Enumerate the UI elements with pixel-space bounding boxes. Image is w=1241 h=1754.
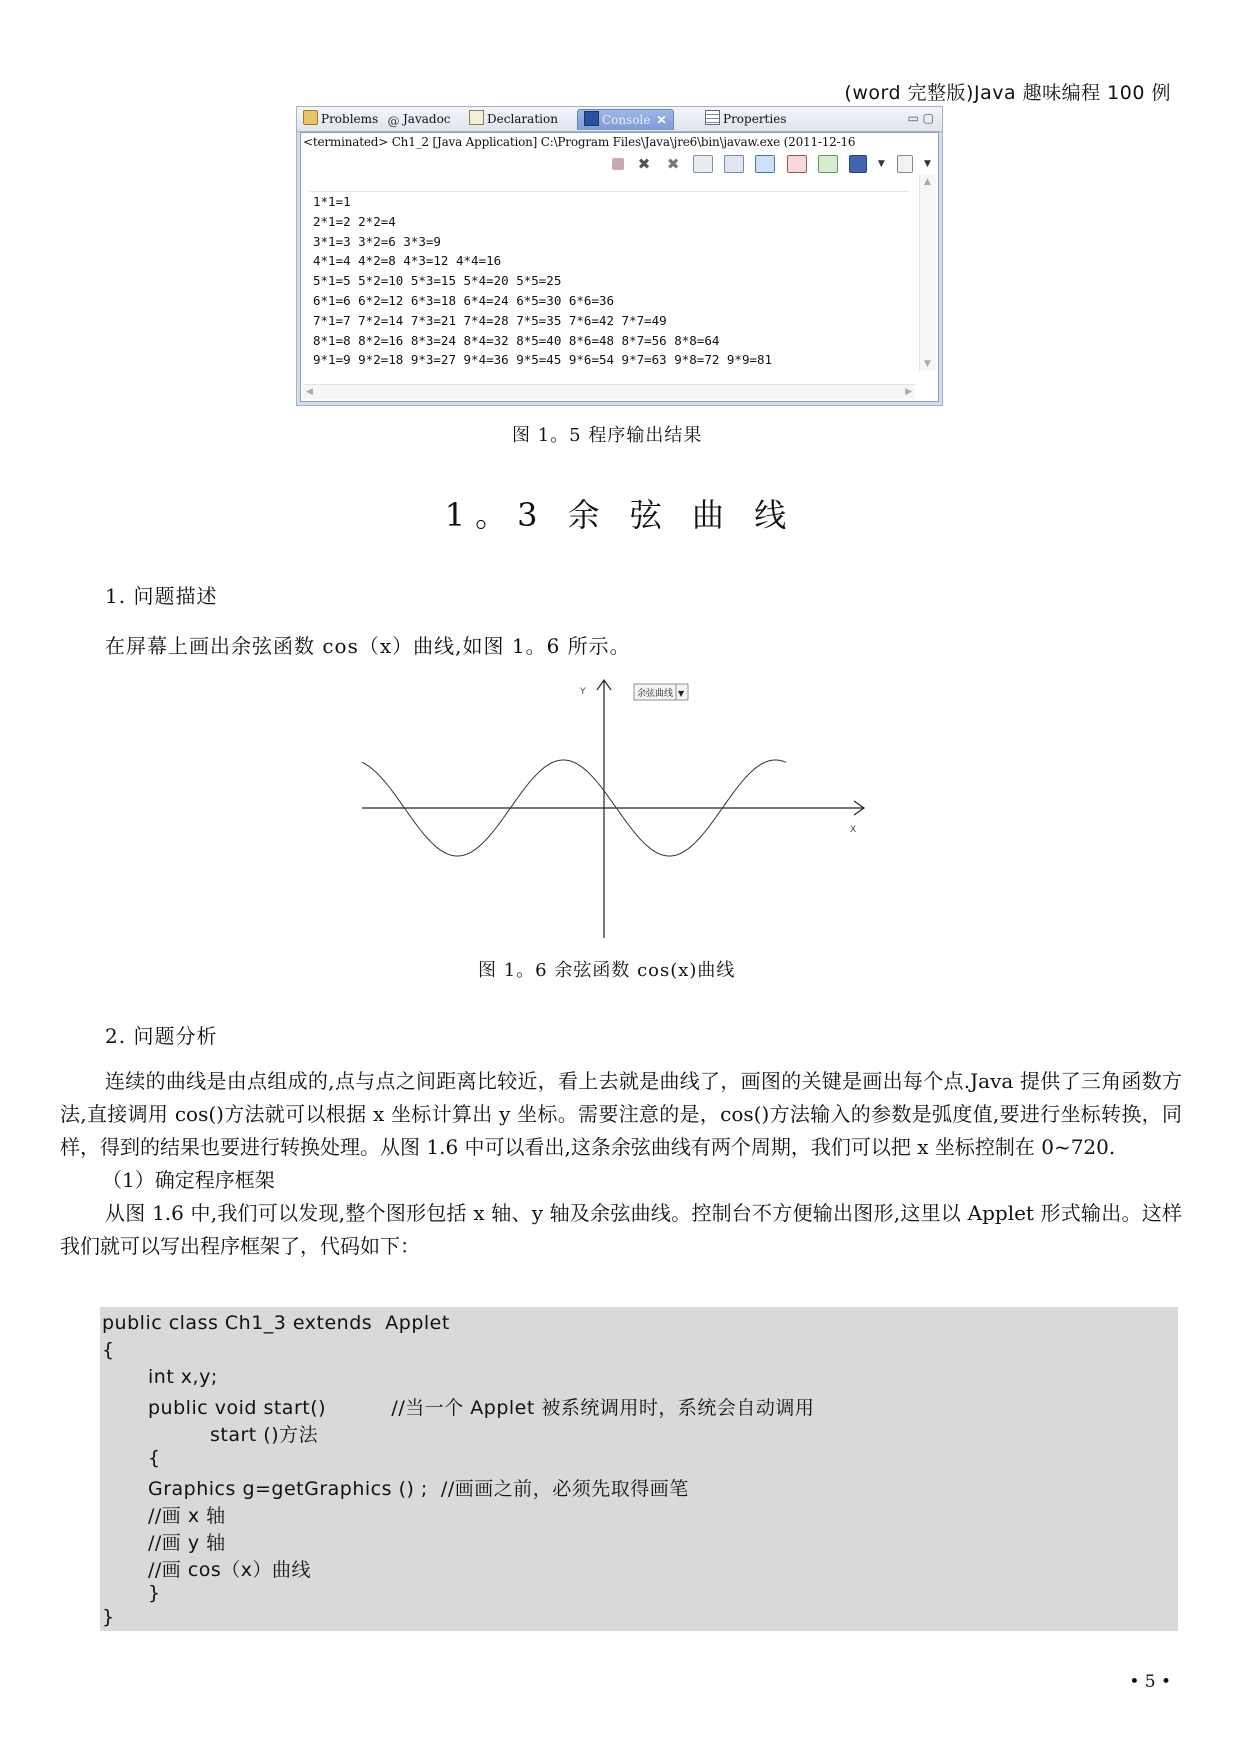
scroll-lock-icon[interactable] <box>724 155 744 173</box>
view-tab-bar <box>297 107 942 132</box>
close-icon[interactable]: ✕ <box>656 113 667 127</box>
tab-label: Javadoc <box>403 112 451 126</box>
code-line: //画 y 轴 <box>148 1532 226 1554</box>
chevron-down-icon[interactable]: ▼ <box>924 359 931 369</box>
console-output-line: 2*1=2 2*2=4 <box>313 213 396 229</box>
javadoc-icon: @ <box>387 114 400 128</box>
tab-javadoc[interactable] <box>387 109 451 129</box>
show-on-output-icon[interactable] <box>755 155 775 173</box>
horizontal-scrollbar[interactable] <box>303 384 915 399</box>
remove-all-icon[interactable]: ✖ <box>666 154 680 173</box>
tab-problems[interactable] <box>303 109 378 129</box>
problems-icon <box>303 110 318 125</box>
tab-label: Console <box>602 113 651 127</box>
console-output-line: 4*1=4 4*2=8 4*3=12 4*4=16 <box>313 253 502 269</box>
analysis-paragraph-1: 连续的曲线是由点组成的,点与点之间距离比较近，看上去就是曲线了，画图的关键是画出每个点.Java 提供了三角函数方法,直接调用 cos()方法就可以根据 x 坐标计算出 y 坐标。需要注意的是，cos()方法输入的参数是弧度值,要进行坐标转换，同样，得到的结果也要进行转换处理。从图 1.6 中可以看出,这条余弦曲线有两个周期，我们可以把 x 坐标控制在 0~720. <box>60 1069 1182 1159</box>
dropdown-label: 余弦曲线 <box>637 689 674 699</box>
subheading-framework: （1）确定程序框架 <box>102 1168 275 1192</box>
cosine-figure <box>356 676 876 940</box>
problem-text: 在屏幕上画出余弦函数 cos（x）曲线,如图 1。6 所示。 <box>105 634 631 658</box>
console-output-line: 6*1=6 6*2=12 6*3=18 6*4=24 6*5=30 6*6=36 <box>313 292 615 308</box>
x-axis-label: X <box>850 825 857 835</box>
tab-label: Declaration <box>487 112 558 126</box>
code-block <box>100 1307 1178 1631</box>
figure-1-5-caption: 图 1。5 程序输出结果 <box>512 425 703 446</box>
console-output-line: 5*1=5 5*2=10 5*3=15 5*4=20 5*5=25 <box>313 273 562 289</box>
console-icon <box>584 111 599 126</box>
code-line: //画 x 轴 <box>148 1505 226 1527</box>
pin-console-icon[interactable] <box>818 155 838 173</box>
chevron-left-icon[interactable]: ◀ <box>306 387 313 397</box>
remove-launch-icon[interactable]: ✖ <box>637 154 651 173</box>
chevron-down-icon[interactable]: ▼ <box>678 689 685 698</box>
declaration-icon <box>469 110 484 125</box>
chevron-up-icon[interactable]: ▲ <box>924 177 931 187</box>
tab-properties[interactable] <box>705 109 786 129</box>
figure-1-6-caption: 图 1。6 余弦函数 cos(x)曲线 <box>478 960 736 981</box>
code-line: } <box>102 1606 115 1628</box>
launch-info: <terminated> Ch1_2 [Java Application] C:\Program Files\Java\jre6\bin\javaw.exe (2011-12-16 <box>303 135 856 149</box>
curve-selector-dropdown[interactable] <box>634 684 688 700</box>
console-output-line: 9*1=9 9*2=18 9*3=27 9*4=36 9*5=45 9*6=54 9*7=63 9*8=72 9*9=81 <box>313 352 773 368</box>
chevron-down-icon[interactable]: ▼ <box>924 158 931 169</box>
code-line: start ()方法 <box>210 1424 319 1446</box>
chevron-right-icon[interactable]: ▶ <box>905 387 912 397</box>
tab-console[interactable] <box>577 109 674 130</box>
console-toolbar <box>606 153 932 175</box>
display-console-icon[interactable] <box>849 155 867 173</box>
show-on-error-icon[interactable] <box>787 155 807 173</box>
running-header: (word 完整版)Java 趣味编程 100 例 <box>844 82 1171 104</box>
tab-label: Problems <box>321 112 379 126</box>
tab-declaration[interactable] <box>469 109 558 129</box>
console-output-line: 1*1=1 <box>313 194 351 209</box>
console-output-line: 7*1=7 7*2=14 7*3=21 7*4=28 7*5=35 7*6=42 7*7=49 <box>313 312 667 328</box>
analysis-body <box>60 1065 1182 1263</box>
analysis-paragraph-2: 从图 1.6 中,我们可以发现,整个图形包括 x 轴、y 轴及余弦曲线。控制台不方便输出图形,这里以 Applet 形式输出。这样我们就可以写出程序框架了，代码如下： <box>60 1201 1182 1258</box>
code-line: { <box>102 1339 115 1361</box>
heading-analysis: 2. 问题分析 <box>105 1024 218 1048</box>
y-axis-label: Y <box>580 687 586 697</box>
section-title: 1。3 余 弦 曲 线 <box>444 496 797 534</box>
console-output <box>309 191 909 388</box>
open-console-icon[interactable] <box>897 155 913 173</box>
minimize-icon[interactable]: ▭ <box>907 111 919 125</box>
code-line: public void start() //当一个 Applet 被系统调用时，系统会自动调用 <box>148 1397 815 1419</box>
eclipse-console-screenshot <box>296 106 943 406</box>
console-output-line: 3*1=3 3*2=6 3*3=9 <box>313 233 441 249</box>
tab-label: Properties <box>723 112 787 126</box>
code-line: //画 cos（x）曲线 <box>148 1559 312 1581</box>
console-output-line: 8*1=8 8*2=16 8*3=24 8*4=32 8*5=40 8*6=48 8*7=56 8*8=64 <box>313 332 720 348</box>
heading-problem: 1. 问题描述 <box>105 584 218 608</box>
terminate-icon[interactable] <box>612 158 624 170</box>
code-line: Graphics g=getGraphics () ; //画画之前，必须先取得画笔 <box>148 1478 689 1500</box>
page-number: • 5 • <box>1129 1672 1171 1692</box>
vertical-scrollbar[interactable] <box>919 175 936 371</box>
console-body <box>300 132 939 402</box>
code-line: } <box>148 1582 161 1604</box>
properties-icon <box>705 110 720 125</box>
window-controls <box>907 111 934 125</box>
chevron-down-icon[interactable]: ▼ <box>877 158 885 169</box>
clear-console-icon[interactable] <box>693 155 713 173</box>
code-line: { <box>148 1447 161 1469</box>
code-line: public class Ch1_3 extends Applet <box>102 1312 450 1334</box>
maximize-icon[interactable]: ▢ <box>922 111 934 125</box>
code-line: int x,y; <box>148 1366 218 1388</box>
